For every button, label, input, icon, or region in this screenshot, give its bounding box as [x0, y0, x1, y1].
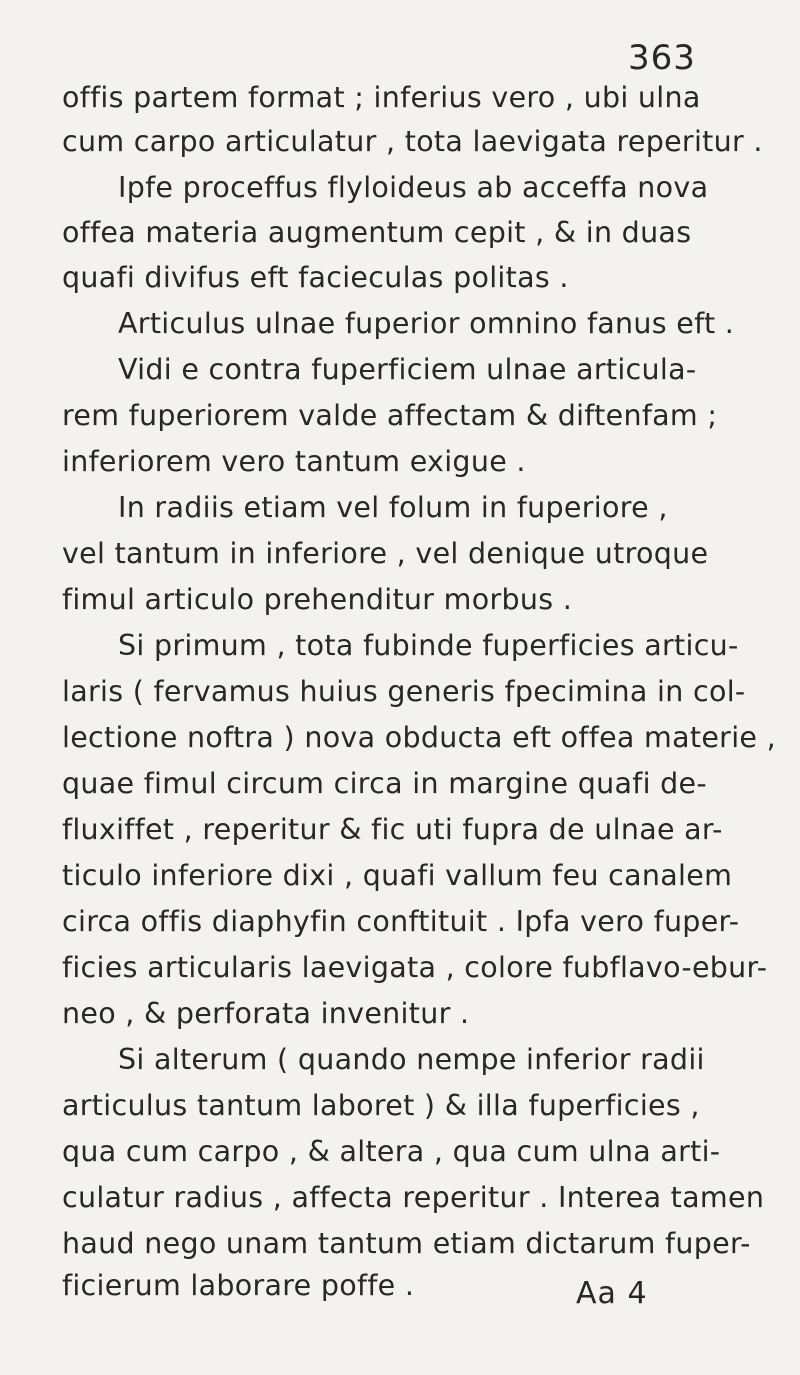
- text-line: inferiorem vero tantum exigue .: [62, 445, 526, 478]
- text-line: haud nego unam tantum etiam dictarum fuper-: [62, 1227, 751, 1260]
- text-line: circa offis diaphyfin conftituit . Ipfa vero fuper-: [62, 905, 740, 938]
- text-line: lectione noftra ) nova obducta eft offea materie ,: [62, 721, 776, 754]
- text-line: laris ( fervamus huius generis fpecimina in col-: [62, 675, 746, 708]
- text-line: quafi divifus eft facieculas politas .: [62, 261, 569, 294]
- text-line: ficies articularis laevigata , colore fubflavo-ebur-: [62, 951, 768, 984]
- text-line: culatur radius , affecta reperitur . Interea tamen: [62, 1181, 765, 1214]
- text-line: quae fimul circum circa in margine quafi de-: [62, 767, 707, 800]
- text-line: ficierum laborare poffe .: [62, 1269, 415, 1302]
- text-line: Si alterum ( quando nempe inferior radii: [118, 1043, 705, 1076]
- text-line: fluxiffet , reperitur & fic uti fupra de ulnae ar-: [62, 813, 723, 846]
- text-line: ticulo inferiore dixi , quafi vallum feu canalem: [62, 859, 733, 892]
- text-line: qua cum carpo , & altera , qua cum ulna arti-: [62, 1135, 721, 1168]
- text-line: vel tantum in inferiore , vel denique utroque: [62, 537, 709, 570]
- text-line: neo , & perforata invenitur .: [62, 997, 470, 1030]
- text-line: In radiis etiam vel folum in fuperiore ,: [118, 491, 668, 524]
- text-line: Vidi e contra fuperficiem ulnae articula-: [118, 353, 697, 386]
- text-line: cum carpo articulatur , tota laevigata reperitur .: [62, 125, 763, 158]
- text-line: Si primum , tota fubinde fuperficies articu-: [118, 629, 739, 662]
- text-line: Ipfe proceffus flyloideus ab acceffa nova: [118, 171, 709, 204]
- text-line: rem fuperiorem valde affectam & diftenfam ;: [62, 399, 718, 432]
- text-line: Articulus ulnae fuperior omnino fanus eft .: [118, 307, 735, 340]
- text-line: offea materia augmentum cepit , & in duas: [62, 216, 692, 249]
- text-line: offis partem format ; inferius vero , ubi ulna: [62, 81, 701, 114]
- text-line: articulus tantum laboret ) & illa fuperficies ,: [62, 1089, 700, 1122]
- text-line: fimul articulo prehenditur morbus .: [62, 583, 573, 616]
- page-number: 363: [628, 38, 696, 78]
- signature-mark: Aa 4: [576, 1276, 648, 1311]
